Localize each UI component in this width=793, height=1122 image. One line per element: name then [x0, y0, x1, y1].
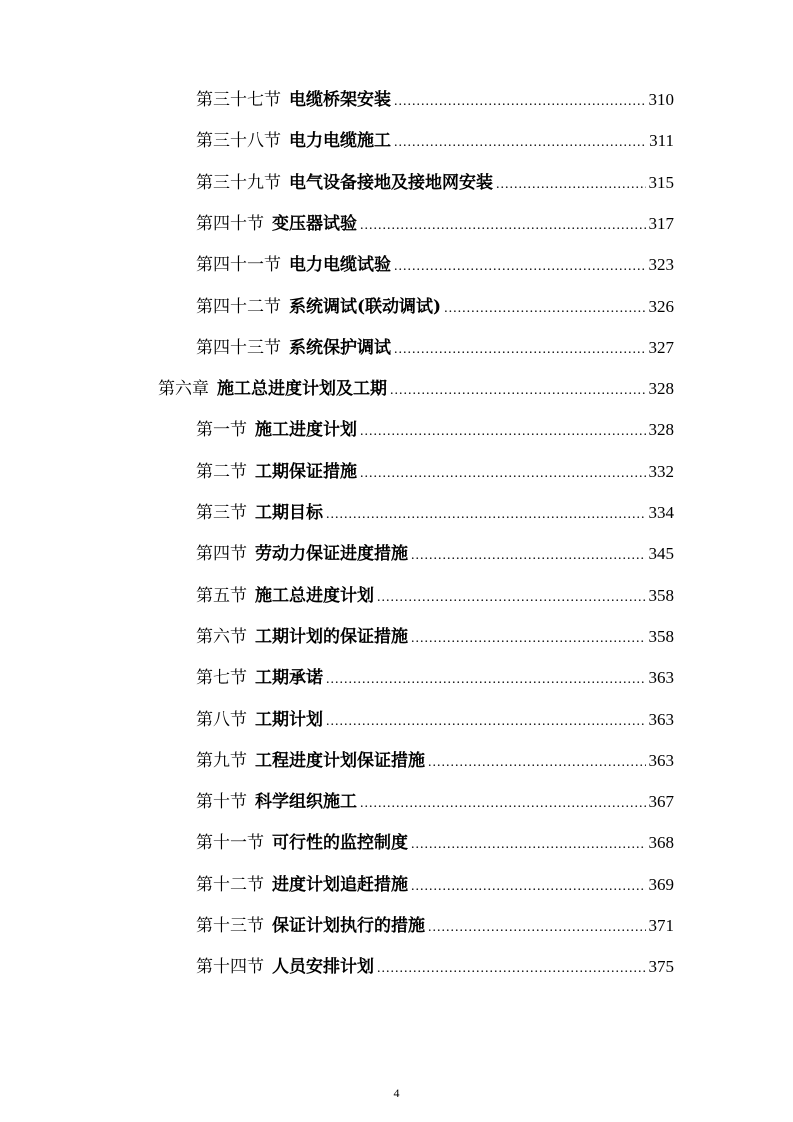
toc-entry-title: 劳动力保证进度措施: [255, 544, 408, 565]
toc-section-entry[interactable]: [196, 171, 674, 197]
toc-entry-page: 317: [648, 213, 674, 233]
toc-section-entry[interactable]: [196, 955, 674, 981]
toc-section-entry[interactable]: [196, 625, 674, 651]
toc-entry-page: 369: [648, 874, 674, 894]
toc-section-entry[interactable]: [196, 790, 674, 816]
toc-entry-number: 第四十一节: [196, 255, 281, 276]
toc-section-entry[interactable]: [196, 212, 674, 238]
toc-entry-page: 363: [648, 750, 674, 770]
toc-entry-number: 第十二节: [196, 874, 264, 895]
toc-entry-page: 363: [648, 668, 674, 688]
toc-entry-title: 系统调试(联动调试): [289, 296, 442, 317]
toc-entry-title: 工期保证措施: [255, 461, 357, 482]
toc-entry-title: 工期目标: [255, 503, 323, 523]
toc-entry-number: 第八节: [196, 709, 247, 730]
toc-dot-leader: [360, 462, 646, 486]
toc-section-entry[interactable]: [196, 129, 674, 155]
toc-dot-leader: [377, 957, 646, 981]
toc-section-entry[interactable]: [196, 88, 674, 114]
toc-entry-number: 第三节: [196, 503, 247, 523]
toc-entry-number: 第六章: [158, 379, 209, 400]
toc-section-entry[interactable]: [196, 749, 674, 775]
toc-dot-leader: [411, 875, 646, 899]
toc-entry-page: 367: [648, 792, 674, 812]
toc-entry-title: 电缆桥架安装: [289, 90, 391, 110]
toc-entry-page: 315: [648, 172, 674, 192]
toc-dot-leader: [360, 214, 646, 238]
toc-dot-leader: [496, 173, 646, 197]
toc-chapter-entry[interactable]: [158, 377, 674, 403]
toc-entry-number: 第五节: [196, 585, 247, 606]
toc-entry-number: 第四节: [196, 544, 247, 565]
toc-entry-number: 第十三节: [196, 916, 264, 936]
toc-entry-title: 工程进度计划保证措施: [255, 750, 425, 771]
toc-dot-leader: [444, 297, 645, 321]
toc-dot-leader: [411, 833, 646, 857]
toc-entry-number: 第七节: [196, 668, 247, 689]
toc-section-entry[interactable]: [196, 418, 674, 444]
toc-dot-leader: [428, 751, 646, 775]
page-number: 4: [393, 1086, 400, 1100]
toc-entry-title: 工期计划的保证措施: [255, 626, 408, 647]
toc-entry-title: 电力电缆施工: [289, 131, 391, 152]
toc-entry-number: 第四十节: [196, 213, 264, 234]
toc-entry-title: 变压器试验: [272, 213, 357, 234]
toc-entry-title: 人员安排计划: [272, 957, 374, 978]
toc-entry-number: 第一节: [196, 420, 247, 441]
toc-dot-leader: [411, 544, 646, 568]
toc-entry-number: 第四十二节: [196, 296, 281, 317]
toc-entry-title: 进度计划追赶措施: [272, 874, 408, 895]
toc-section-entry[interactable]: [196, 295, 674, 321]
toc-entry-title: 科学组织施工: [255, 792, 357, 813]
toc-entry-number: 第三十七节: [196, 90, 281, 110]
toc-entry-number: 第九节: [196, 750, 247, 771]
toc-dot-leader: [377, 586, 646, 610]
toc-entry-title: 保证计划执行的措施: [272, 916, 425, 936]
toc-entry-number: 第三十八节: [196, 131, 281, 152]
toc-dot-leader: [326, 710, 646, 734]
toc-entry-title: 工期计划: [255, 709, 323, 730]
toc-section-entry[interactable]: [196, 336, 674, 362]
toc-section-entry[interactable]: [196, 914, 674, 940]
toc-section-entry[interactable]: [196, 708, 674, 734]
toc-entry-page: 328: [648, 379, 674, 399]
toc-section-entry[interactable]: [196, 460, 674, 486]
toc-entry-page: 326: [648, 296, 674, 316]
toc-section-entry[interactable]: [196, 831, 674, 857]
toc-entry-page: 323: [648, 255, 674, 275]
toc-entry-number: 第十节: [196, 792, 247, 813]
toc-entry-number: 第十一节: [196, 833, 264, 854]
toc-entry-title: 系统保护调试: [289, 337, 391, 358]
toc-entry-title: 施工总进度计划: [255, 585, 374, 606]
toc-entry-page: 363: [648, 709, 674, 729]
toc-section-entry[interactable]: [196, 542, 674, 568]
toc-dot-leader: [394, 255, 646, 279]
toc-entry-page: 311: [649, 131, 674, 151]
toc-section-entry[interactable]: [196, 873, 674, 899]
toc-section-entry[interactable]: [196, 501, 674, 527]
toc-entry-title: 施工总进度计划及工期: [217, 379, 387, 400]
toc-entry-page: 327: [648, 337, 674, 357]
toc-entry-page: 328: [648, 420, 674, 440]
toc-entry-page: 358: [648, 626, 674, 646]
toc-dot-leader: [394, 338, 646, 362]
toc-entry-number: 第十四节: [196, 957, 264, 978]
toc-entry-page: 332: [648, 461, 674, 481]
toc-entry-number: 第三十九节: [196, 172, 281, 193]
toc-dot-leader: [360, 792, 646, 816]
toc-entry-page: 358: [648, 585, 674, 605]
toc-entry-page: 345: [648, 544, 674, 564]
toc-entry-page: 368: [648, 833, 674, 853]
toc-entry-page: 310: [648, 90, 674, 109]
toc-section-entry[interactable]: [196, 584, 674, 610]
toc-entry-number: 第二节: [196, 461, 247, 482]
toc-entry-title: 电气设备接地及接地网安装: [289, 172, 493, 193]
toc-entry-page: 334: [648, 503, 674, 522]
toc-entry-title: 工期承诺: [255, 668, 323, 689]
toc-entry-title: 电力电缆试验: [289, 255, 391, 276]
toc-dot-leader: [411, 627, 646, 651]
toc-entry-number: 第四十三节: [196, 337, 281, 358]
toc-dot-leader: [394, 131, 646, 155]
toc-entry-number: 第六节: [196, 626, 247, 647]
toc-dot-leader: [390, 379, 646, 403]
toc-dot-leader: [326, 668, 646, 692]
toc-dot-leader: [428, 916, 646, 940]
toc-entry-title: 施工进度计划: [255, 420, 357, 441]
toc-section-entry[interactable]: [196, 666, 674, 692]
toc-entry-page: 375: [648, 957, 674, 977]
toc-dot-leader: [326, 503, 646, 527]
toc-dot-leader: [394, 90, 646, 114]
toc-entry-title: 可行性的监控制度: [272, 833, 408, 854]
toc-section-entry[interactable]: [196, 253, 674, 279]
toc-dot-leader: [360, 420, 646, 444]
toc-entry-page: 371: [648, 916, 674, 935]
